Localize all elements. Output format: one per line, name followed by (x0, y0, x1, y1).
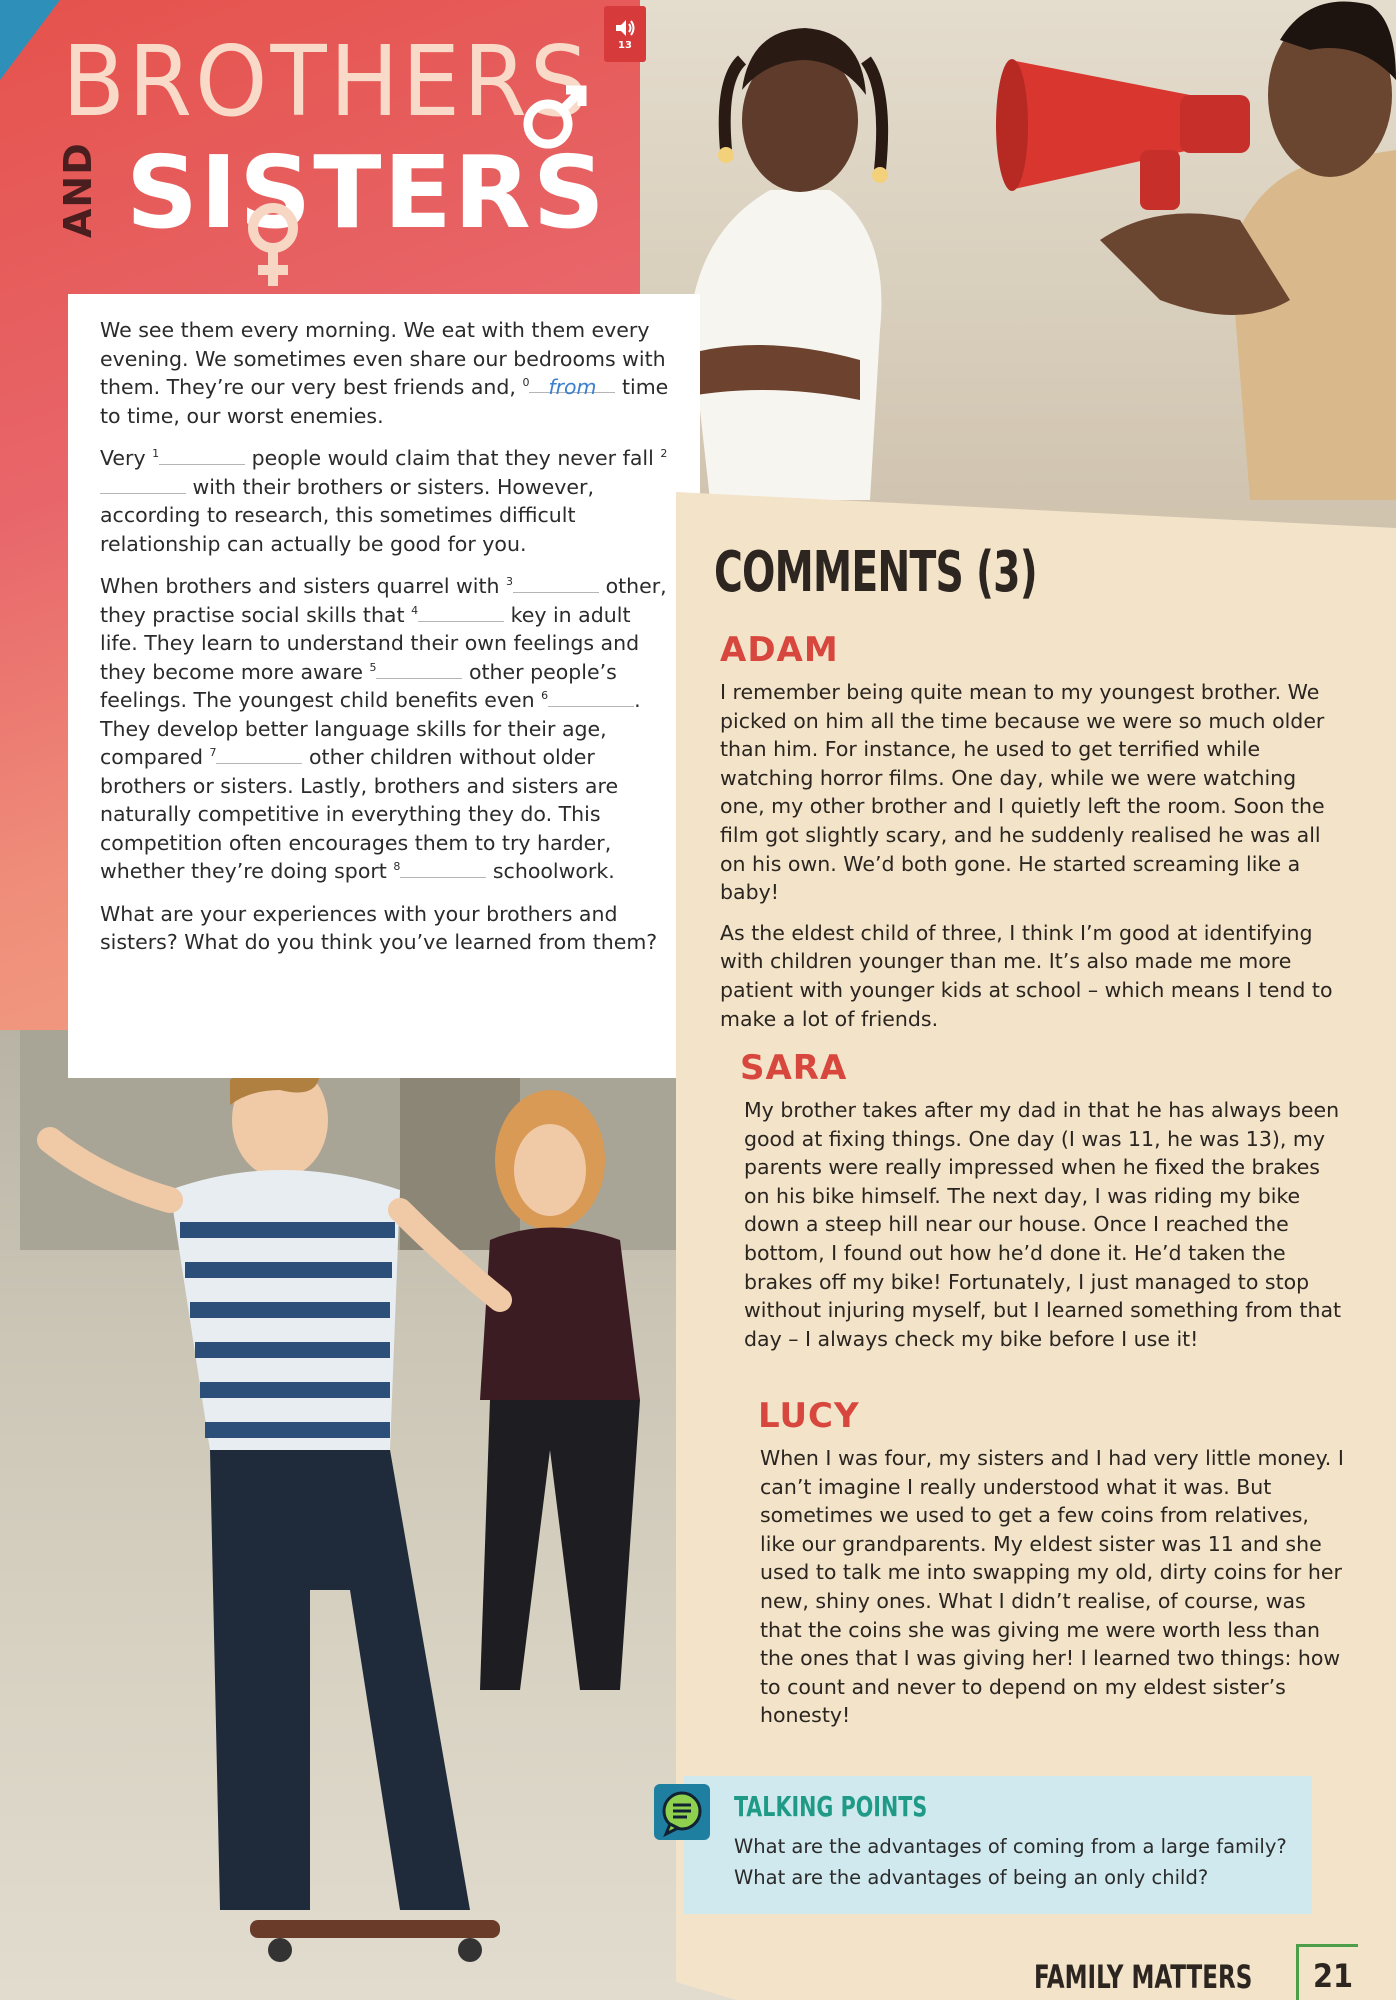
comment-lucy-paragraph-1: When I was four, my sisters and I had very little money. I can’t imagine I really understood what it was. But sometimes we used to get a few coins from relatives, like our grandparents. My eldest sister was 11 and she used to talk me into swapping my old, dirty coins for her new, shiny ones. What I didn’t realise, of course, was that the coins she was giving me were worth less than the ones that I was giving her! I learned two things: how to count and never to depend on my eldest sister’s honesty! (760, 1446, 1344, 1728)
gap-0[interactable]: from (529, 373, 615, 393)
title-and: AND (56, 142, 100, 238)
comment-adam-paragraph-1: I remember being quite mean to my youngest brother. We picked on him all the time because we were so much older than him. For instance, he used to get terrified while watching horror films. One day, while we were watching one, my other brother and I quietly left the room. Soon the film got slightly scary, and he suddenly realised he was all on his own. We’d both gone. He started screaming like a baby! (720, 680, 1325, 905)
article-text (68, 294, 700, 1078)
female-symbol-icon (238, 200, 308, 290)
gap-8[interactable] (400, 858, 486, 878)
commenter-adam: ADAM (720, 630, 839, 670)
talking-points-box (684, 1776, 1312, 1914)
gap-3[interactable] (513, 573, 599, 593)
article-question: What are your experiences with your brothers and sisters? What do you think you’ve learned from them? (100, 901, 658, 954)
speech-bubble-icon (654, 1784, 710, 1840)
skateboarding-photo (20, 1030, 740, 2000)
talking-points-title: TALKING POINTS (734, 1790, 928, 1823)
gap-6[interactable] (548, 687, 634, 707)
comment-lucy (760, 1444, 1348, 1742)
talking-point-question: What are the advantages of coming from a large family? (734, 1835, 1287, 1858)
audio-track-number: 13 (618, 39, 632, 51)
gap-7[interactable] (216, 744, 302, 764)
megaphone-boy-photo (990, 0, 1396, 500)
gap-5[interactable] (376, 659, 462, 679)
commenter-lucy: LUCY (758, 1396, 860, 1436)
gap-1[interactable] (159, 445, 245, 465)
title-brothers: BROTHERS (62, 24, 592, 139)
speaker-icon (614, 18, 636, 38)
comment-sara (744, 1096, 1344, 1365)
talking-point-question: What are the advantages of being an only child? (734, 1866, 1209, 1889)
gap-4[interactable] (418, 602, 504, 622)
commenter-sara: SARA (740, 1048, 848, 1088)
comment-sara-paragraph-1: My brother takes after my dad in that he has always been good at fixing things. One day (I was 11, he was 13), my parents were really impressed when he fixed the brakes on his bike himself. The next day, I was riding my bike down a steep hill near our house. Once I reached the bottom, I found out how he’d done it. He’d taken the brakes off my bike! Fortunately, I just managed to stop without injuring myself, but I learned something from that day – I always check my bike before I use it! (744, 1098, 1342, 1351)
comment-adam-paragraph-2: As the eldest child of three, I think I’m good at identifying with children younger than me. It’s also made me more patient with younger kids at school – which means I tend to make a lot of friends. (720, 920, 1333, 1031)
article-paragraph-1: We see them every morning. We eat with them every evening. We sometimes even share our bedrooms with them. They’re our very best friends and, $^0$ from time to time, our worst enemies. (100, 318, 669, 428)
audio-track-badge[interactable] (604, 6, 646, 62)
article-paragraph-3: When brothers and sisters quarrel with $^3$ other, they practise social skills that $^4$ key in adult life. They learn to understand their own feelings and they become more aware $^5$ other people’s feelings. The youngest child benefits even $^6$ . They develop better language skills for their age, compared $^7$ other children without older brothers or sisters. Lastly, brothers and sisters are naturally competitive in everything they do. This competition often encourages them to try harder, whether they’re doing sport $^8$ schoolwork. (100, 574, 667, 883)
section-title: FAMILY MATTERS (1034, 1958, 1253, 1996)
comments-title: COMMENTS (3) (714, 540, 1037, 605)
gap-2[interactable] (100, 474, 186, 494)
comment-adam (720, 678, 1338, 1045)
title-sisters: SISTERS (126, 134, 607, 251)
page-number: 21 (1296, 1944, 1358, 2000)
article-paragraph-2: Very $^1$ people would claim that they never fall $^2$ with their brothers or sisters. However, according to research, this sometimes difficult relationship can actually be good for you. (100, 446, 668, 556)
